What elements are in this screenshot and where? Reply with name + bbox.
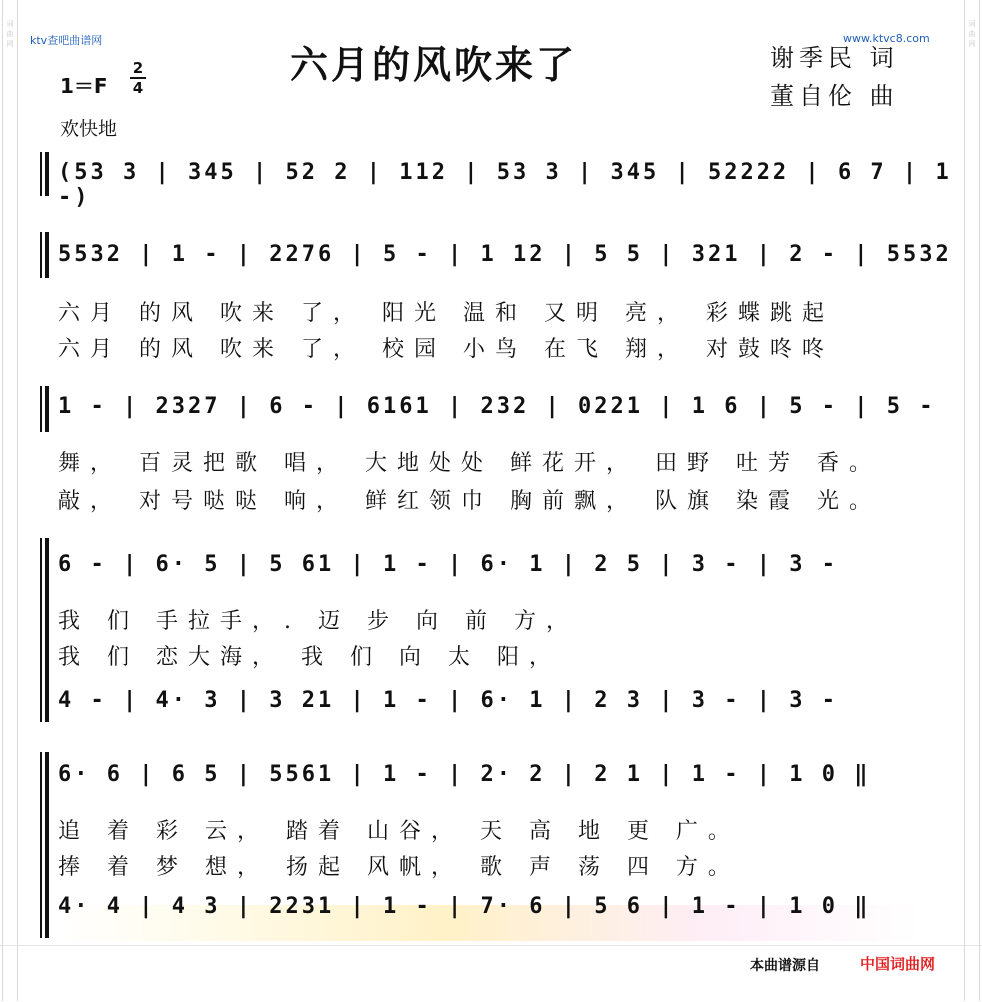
watermark-left: ktv查吧曲谱网 [30, 34, 103, 47]
measure: 5532 [886, 242, 952, 267]
measure: 53 3 [496, 160, 562, 185]
watermark-glyph: 词 [968, 20, 976, 28]
measure: 2327 [155, 394, 221, 419]
measure: 7· 6 [480, 894, 546, 919]
measure: 52222 [707, 160, 790, 185]
measure: (53 3 [58, 160, 140, 185]
measure: 1 - [382, 552, 432, 577]
measure: 3 - [691, 688, 741, 713]
measure: 4· 4 [58, 894, 123, 919]
notation-row: (53 3 | 345 | 52 2 | 112 | 53 3 | 345 | 52222 | 6 7 | 1 -) [58, 160, 952, 210]
measure: 6 - [58, 552, 107, 577]
measure: 1 12 [480, 242, 546, 267]
system-bracket [40, 752, 42, 938]
harmony-row: 4· 4 | 4 3 | 2231 | 1 - | 7· 6 | 5 6 | 1 - | 1 0 ‖ [58, 894, 871, 919]
measure: 345 [610, 160, 660, 185]
measure: 112 [399, 160, 448, 185]
measure: 4 3 [171, 894, 221, 919]
measure: 3 - [789, 688, 838, 713]
measure: 5 5 [594, 242, 643, 267]
system-bracket [40, 538, 42, 722]
song-title: 六月的风吹来了 [290, 42, 578, 87]
watermark-glyph: 曲 [6, 30, 14, 38]
measure: 1 0 [789, 894, 838, 919]
measure: 5532 [58, 242, 123, 267]
lyric-line-verse2: 敲， 对号哒哒 响， 鲜红领巾 胸前飘， 队旗 染霞 光。 [58, 489, 881, 514]
measure: 2· 2 [480, 762, 546, 787]
measure: 4 - [58, 688, 107, 713]
time-signature-bottom: 4 [132, 79, 144, 97]
measure: 6· 1 [480, 552, 546, 577]
measure: 1 0 [789, 762, 838, 787]
measure: 2 - [789, 242, 838, 267]
measure: 1 - [691, 762, 741, 787]
watermark-glyph: 网 [968, 40, 976, 48]
time-signature-top: 2 [132, 59, 144, 77]
measure: 3 21 [269, 688, 335, 713]
notation-row: 5532 | 1 - | 2276 | 5 - | 1 12 | 5 5 | 321 | 2 - | 5532 [58, 242, 952, 267]
system-bracket [40, 386, 42, 432]
system-bracket [40, 152, 42, 196]
measure: 321 [691, 242, 741, 267]
footer-bar [0, 945, 982, 1002]
notation-row: 6 - | 6· 5 | 5 61 | 1 - | 6· 1 | 2 5 | 3 - | 3 - [58, 552, 838, 577]
lyricist-credit: 谢季民 词 [770, 44, 899, 72]
measure: 6· 5 [155, 552, 221, 577]
measure: 345 [187, 160, 237, 185]
measure: 5 6 [594, 894, 643, 919]
measure: 6 - [269, 394, 318, 419]
measure: 1 - [171, 242, 221, 267]
notation-row: 6· 6 | 6 5 | 5561 | 1 - | 2· 2 | 2 1 | 1 - | 1 0 ‖ [58, 762, 871, 787]
lyric-line-verse1: 六月 的风 吹来 了， 阳光 温和 又明 亮， 彩蝶跳起 [58, 301, 834, 326]
watermark-glyph: 网 [6, 40, 14, 48]
measure: 1 - [691, 894, 741, 919]
measure: 2 1 [594, 762, 643, 787]
measure: 0221 [577, 394, 643, 419]
lyric-line-verse1: 舞， 百灵把歌 唱， 大地处处 鲜花开， 田野 吐芳 香。 [58, 451, 881, 476]
measure: 6 5 [171, 762, 221, 787]
lyric-line-verse1: 我 们 手拉手，. 迈 步 向 前 方， [58, 609, 578, 634]
watermark-glyph: 曲 [968, 30, 976, 38]
system-bracket [40, 232, 42, 278]
measure: 1 - [382, 762, 432, 787]
measure: 2 5 [594, 552, 643, 577]
notation-row: 1 - | 2327 | 6 - | 6161 | 232 | 0221 | 1 6 | 5 - | 5 - [58, 394, 936, 419]
measure: 3 - [789, 552, 838, 577]
measure: 1 -) [58, 160, 952, 210]
measure: 2 3 [594, 688, 643, 713]
measure: 6· 6 [58, 762, 123, 787]
tempo-marking: 欢快地 [60, 118, 118, 140]
measure: 1 - [382, 894, 432, 919]
watermark-glyph: 词 [6, 20, 14, 28]
lyric-line-verse1: 追 着 彩 云， 踏着 山谷， 天 高 地 更 广。 [58, 819, 740, 844]
measure: 5561 [269, 762, 335, 787]
measure: 4· 3 [155, 688, 221, 713]
composer-credit: 董自伦 曲 [770, 82, 899, 110]
lyric-line-verse2: 六月 的风 吹来 了， 校园 小鸟 在飞 翔， 对鼓咚咚 [58, 337, 834, 362]
brand-link[interactable]: 中国词曲网 [860, 955, 936, 973]
measure: 5 - [382, 242, 432, 267]
lyric-line-verse2: 我 们 恋大海， 我 们 向 太 阳， [58, 645, 561, 670]
right-watermark-strip [964, 0, 980, 1001]
measure: 5 - [886, 394, 936, 419]
watermark-right: www.ktvc8.com [843, 32, 930, 45]
key-signature: 1＝F [60, 74, 108, 98]
source-label: 本曲谱源自 [750, 958, 820, 974]
lyric-line-verse2: 捧 着 梦 想， 扬起 风帆， 歌 声 荡 四 方。 [58, 855, 740, 880]
measure: 1 - [58, 394, 107, 419]
harmony-row: 4 - | 4· 3 | 3 21 | 1 - | 6· 1 | 2 3 | 3 - | 3 - [58, 688, 838, 713]
measure: 2276 [269, 242, 335, 267]
time-signature [130, 60, 146, 96]
measure: 52 2 [285, 160, 351, 185]
measure: 232 [480, 394, 530, 419]
measure: 5 61 [269, 552, 335, 577]
measure: 6 7 [837, 160, 887, 185]
measure: 5 - [789, 394, 838, 419]
measure: 1 6 [691, 394, 741, 419]
measure: 6161 [366, 394, 432, 419]
measure: 6· 1 [480, 688, 546, 713]
left-watermark-strip [2, 0, 18, 1001]
measure: 2231 [269, 894, 335, 919]
measure: 3 - [691, 552, 741, 577]
measure: 1 - [382, 688, 432, 713]
